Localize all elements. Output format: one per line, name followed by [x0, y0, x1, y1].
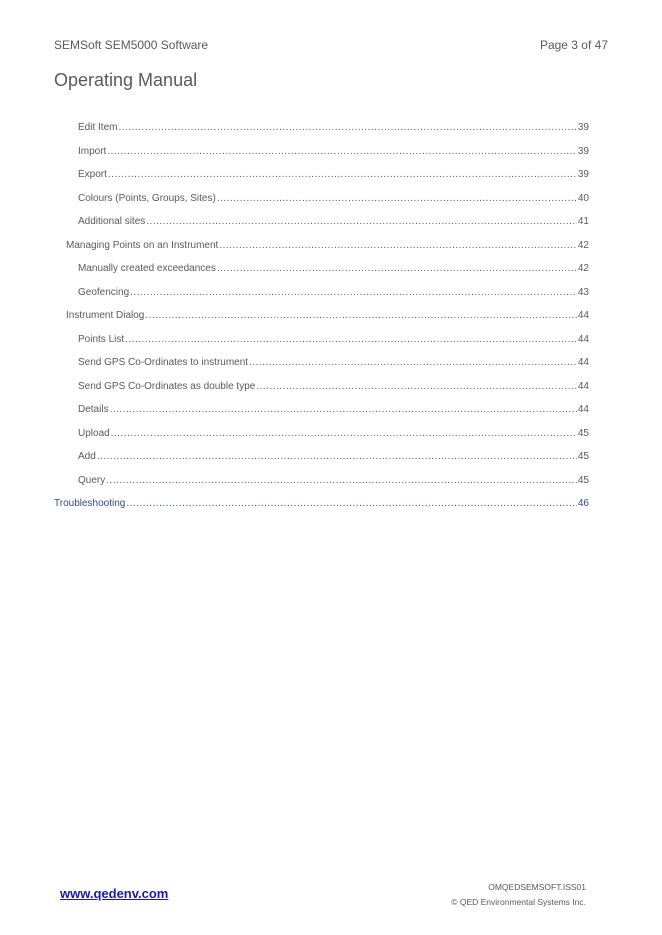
toc-entry[interactable]	[78, 427, 589, 441]
toc-entry-label: Instrument Dialog	[66, 310, 145, 321]
toc-entry-page: 44	[577, 333, 589, 345]
toc-dot-leader	[145, 309, 577, 323]
toc-entry-page: 42	[577, 263, 589, 274]
page-header	[54, 38, 608, 54]
toc-entry-page: 39	[577, 145, 589, 157]
toc-dot-leader	[217, 192, 577, 206]
toc-entry-page: 42	[577, 239, 589, 251]
toc-entry[interactable]	[66, 239, 589, 253]
toc-dot-leader	[217, 262, 577, 276]
toc-entry-page: 45	[577, 427, 589, 439]
page-number: Page 3 of 47	[539, 38, 608, 52]
toc-entry-page: 40	[577, 192, 589, 204]
toc-dot-leader	[97, 450, 577, 464]
toc-entry[interactable]	[78, 356, 589, 370]
toc-entry-page: 39	[577, 169, 589, 180]
toc-entry-page: 39	[577, 122, 589, 133]
toc-entry[interactable]	[78, 333, 589, 347]
toc-entry-label: Manually created exceedances	[78, 263, 216, 274]
toc-entry-label: Export	[78, 169, 107, 180]
toc-entry-page: 45	[577, 474, 589, 486]
toc-entry-page: 43	[577, 286, 589, 298]
toc-entry-page: 46	[577, 498, 589, 509]
toc-dot-leader	[125, 333, 577, 347]
footer-info	[451, 880, 586, 910]
toc-entry[interactable]	[78, 380, 589, 394]
toc-entry[interactable]	[78, 192, 589, 206]
toc-entry-label: Add	[78, 451, 96, 462]
toc-entry-page: 44	[577, 357, 589, 368]
website-link[interactable]: www.qedenv.com	[60, 886, 169, 901]
toc-dot-leader	[219, 239, 577, 253]
toc-entry-page: 44	[577, 310, 589, 321]
toc-entry-label: Import	[78, 145, 107, 157]
document-title: SEMSoft SEM5000 Software	[54, 38, 209, 52]
toc-entry-page: 44	[577, 380, 589, 392]
toc-dot-leader	[130, 286, 577, 300]
copyright-notice: © QED Environmental Systems Inc.	[451, 897, 586, 907]
toc-entry[interactable]	[78, 450, 589, 464]
toc-entry[interactable]	[54, 497, 589, 511]
toc-dot-leader	[118, 121, 576, 135]
manual-title: Operating Manual	[54, 70, 198, 90]
toc-entry[interactable]	[78, 286, 589, 300]
toc-entry-label: Query	[78, 474, 106, 486]
toc-dot-leader	[106, 474, 577, 488]
toc-entry-label: Details	[78, 404, 109, 415]
toc-entry-label: Additional sites	[78, 216, 146, 227]
document-code: OMQEDSEMSOFT.ISS01	[488, 882, 586, 892]
toc-entry[interactable]	[78, 215, 589, 229]
toc-entry-label: Points List	[78, 333, 125, 345]
toc-entry-label: Geofencing	[78, 286, 130, 298]
toc-entry-label: Send GPS Co-Ordinates as double type	[78, 380, 256, 392]
toc-entry[interactable]	[66, 309, 589, 323]
toc-entry[interactable]	[78, 168, 589, 182]
toc-entry[interactable]	[78, 262, 589, 276]
toc-dot-leader	[249, 356, 577, 370]
toc-entry-label: Edit Item	[78, 122, 118, 133]
toc-entry[interactable]	[78, 474, 589, 488]
toc-entry-label: Upload	[78, 427, 110, 439]
toc-dot-leader	[107, 145, 577, 159]
toc-entry-page: 45	[577, 451, 589, 462]
toc-entry-page: 44	[577, 404, 589, 415]
toc-entry-page: 41	[577, 216, 589, 227]
toc-dot-leader	[110, 403, 577, 417]
toc-entry[interactable]	[78, 121, 589, 135]
toc-entry[interactable]	[78, 403, 589, 417]
toc-dot-leader	[256, 380, 577, 394]
toc-entry[interactable]	[78, 145, 589, 159]
toc-entry-label: Colours (Points, Groups, Sites)	[78, 192, 216, 204]
toc-dot-leader	[146, 215, 577, 229]
toc-dot-leader	[108, 168, 577, 182]
toc-dot-leader	[111, 427, 577, 441]
toc-entry-label: Send GPS Co-Ordinates to instrument	[78, 357, 249, 368]
toc-entry-label: Managing Points on an Instrument	[66, 239, 219, 251]
toc-dot-leader	[126, 497, 577, 511]
toc-entry-label: Troubleshooting	[54, 498, 126, 509]
